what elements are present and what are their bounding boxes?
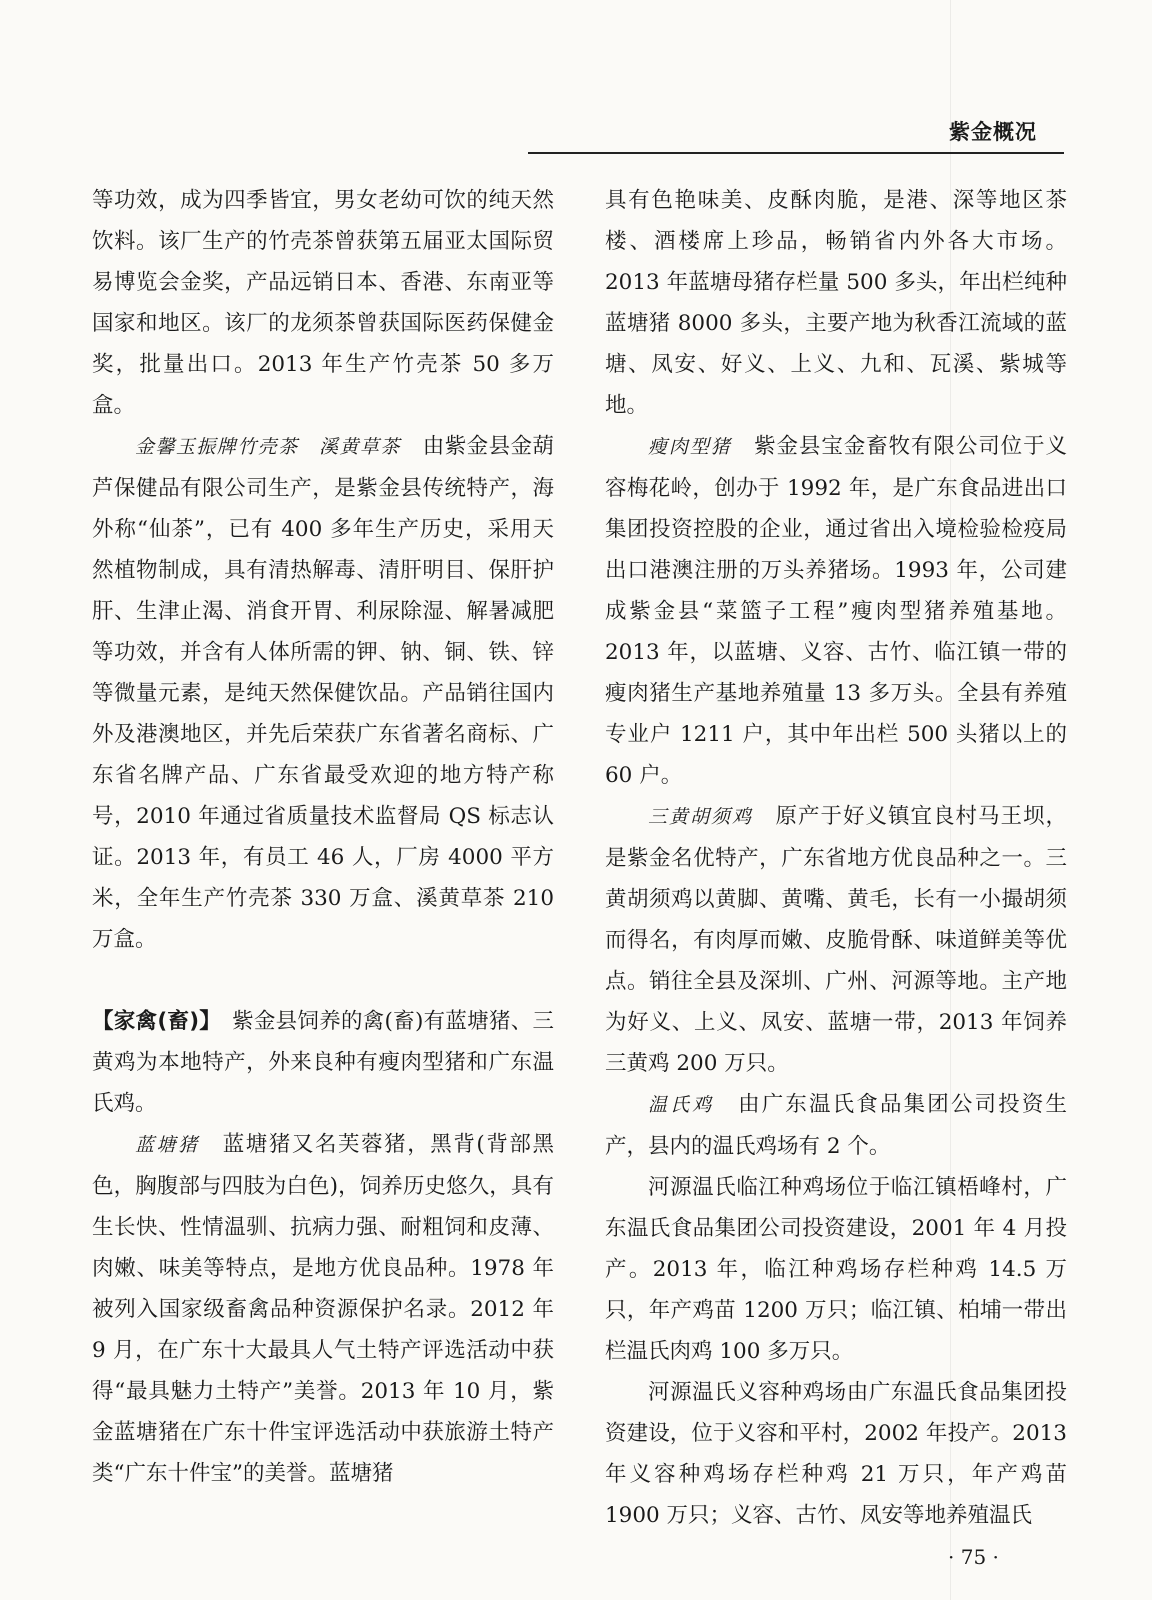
section-gap [92, 960, 554, 1001]
section-heading: 【家禽(畜)】 [92, 1009, 211, 1034]
running-header-title: 紫金概况 [949, 120, 1037, 144]
entry-text: 蓝塘猪又名芙蓉猪，黑背(背部黑色，胸腹部与四肢为白色)，饲养历史悠久，具有生长快、性情温驯、抗病力强、耐粗饲和皮薄、肉嫩、味美等特点，是地方优良品种。1978 年被列入国家级畜禽品种资源保护名录。2012 年 9 月，在广东十大最具人气土特产评选活动中获得“最具魅力土特产”美誉。2013 年 10 月，紫金蓝塘猪在广东十件宝评选活动中获旅游土特产类“广东十件宝”的美誉。蓝塘猪 [92, 1132, 554, 1486]
entry-term: 三黄胡须鸡 [648, 806, 753, 828]
left-column [92, 180, 554, 1494]
entry-term: 瘦肉型猪 [648, 436, 732, 458]
paragraph: 具有色艳味美、皮酥肉脆，是港、深等地区茶楼、酒楼席上珍品，畅销省内外各大市场。2013 年蓝塘母猪存栏量 500 多头，年出栏纯种蓝塘猪 8000 多头，主要产地为秋香江流域的蓝塘、凤安、好义、上义、九和、瓦溪、紫城等地。 [605, 188, 1067, 418]
paragraph [605, 796, 1067, 1084]
paragraph [92, 1124, 554, 1494]
right-column [605, 180, 1067, 1536]
entry-text: 由广东温氏食品集团公司投资生产，县内的温氏鸡场有 2 个。 [605, 1092, 1067, 1159]
paragraph [92, 426, 554, 960]
header-rule [528, 152, 1064, 154]
paragraph [605, 426, 1067, 796]
paragraph [605, 1084, 1067, 1167]
paragraph [92, 1001, 554, 1124]
entry-text: 紫金县宝金畜牧有限公司位于义容梅花岭，创办于 1992 年，是广东食品进出口集团投资控股的企业，通过省出入境检验检疫局出口港澳注册的万头养猪场。1993 年，公司建成紫金县“菜篮子工程”瘦肉型猪养殖基地。2013 年，以蓝塘、义容、古竹、临江镇一带的瘦肉猪生产基地养殖量 13 多万头。全县有养殖专业户 1211 户，其中年出栏 500 头猪以上的 60 户。 [605, 434, 1067, 788]
entry-term: 蓝塘猪 [135, 1134, 200, 1156]
entry-term: 金馨玉振牌竹壳茶 溪黄草茶 [135, 436, 401, 458]
page-number: · 75 · [948, 1545, 999, 1569]
entry-text: 紫金县饲养的禽(畜)有蓝塘猪、三黄鸡为本地特产，外来良种有瘦肉型猪和广东温氏鸡。 [92, 1009, 554, 1116]
entry-text: 原产于好义镇宜良村马王坝，是紫金名优特产，广东省地方优良品种之一。三黄胡须鸡以黄脚、黄嘴、黄毛，长有一小撮胡须而得名，有肉厚而嫩、皮脆骨酥、味道鲜美等优点。销往全县及深圳、广州、河源等地。主产地为好义、上义、凤安、蓝塘一带，2013 年饲养三黄鸡 200 万只。 [605, 804, 1067, 1076]
entry-term: 温氏鸡 [648, 1094, 715, 1116]
paragraph: 等功效，成为四季皆宜，男女老幼可饮的纯天然饮料。该厂生产的竹壳茶曾获第五届亚太国际贸易博览会金奖，产品远销日本、香港、东南亚等国家和地区。该厂的龙须茶曾获国际医药保健金奖，批量出口。2013 年生产竹壳茶 50 多万盒。 [92, 188, 554, 418]
paragraph: 河源温氏义容种鸡场由广东温氏食品集团投资建设，位于义容和平村，2002 年投产。2013 年义容种鸡场存栏种鸡 21 万只，年产鸡苗 1900 万只；义容、古竹、凤安等地养殖温氏 [605, 1380, 1067, 1528]
paragraph: 河源温氏临江种鸡场位于临江镇梧峰村，广东温氏食品集团公司投资建设，2001 年 4 月投产。2013 年，临江种鸡场存栏种鸡 14.5 万只，年产鸡苗 1200 万只；临江镇、柏埔一带出栏温氏肉鸡 100 多万只。 [605, 1175, 1067, 1364]
entry-text: 由紫金县金葫芦保健品有限公司生产，是紫金县传统特产，海外称“仙茶”，已有 400 多年生产历史，采用天然植物制成，具有清热解毒、清肝明目、保肝护肝、生津止渴、消食开胃、利尿除湿、解暑减肥等功效，并含有人体所需的钾、钠、铜、铁、锌等微量元素，是纯天然保健饮品。产品销往国内外及港澳地区，并先后荣获广东省著名商标、广东省名牌产品、广东省最受欢迎的地方特产称号，2010 年通过省质量技术监督局 QS 标志认证。2013 年，有员工 46 人，厂房 4000 平方米，全年生产竹壳茶 330 万盒、溪黄草茶 210 万盒。 [92, 434, 554, 952]
